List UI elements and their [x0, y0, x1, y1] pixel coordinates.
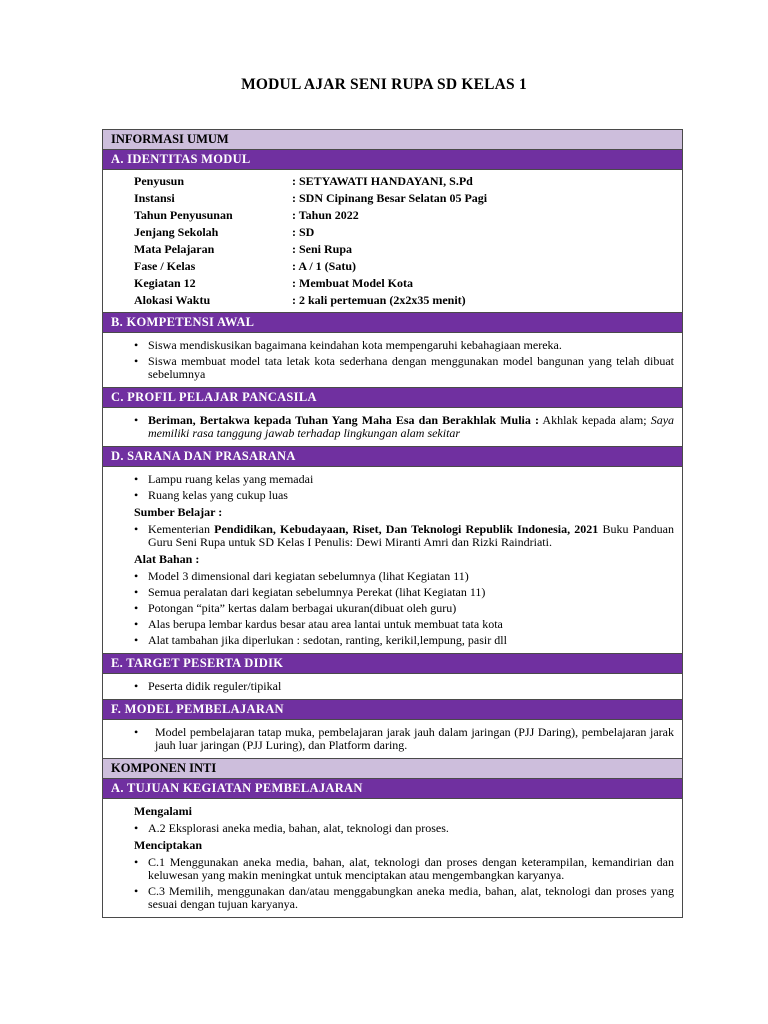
list-item: • A.2 Eksplorasi aneka media, bahan, alat, teknologi dan proses.	[103, 822, 682, 835]
section-informasi-umum: INFORMASI UMUM	[103, 130, 682, 150]
identitas-row	[134, 224, 682, 241]
list-item: • Ruang kelas yang cukup luas	[103, 489, 682, 502]
identitas-row	[134, 173, 682, 190]
list-item: • Alas berupa lembar kardus besar atau area lantai untuk membuat tata kota	[103, 618, 682, 631]
profil-list	[103, 414, 682, 440]
list-item: • Siswa membuat model tata letak kota sederhana dengan menggunakan model bangunan yang telah dibuat sebelumnya	[103, 355, 682, 381]
profil-bold-text: Beriman, Bertakwa kepada Tuhan Yang Maha Esa dan Berakhlak Mulia :	[148, 413, 539, 427]
section-komponen-inti: KOMPONEN INTI	[103, 759, 682, 779]
mengalami-list	[103, 822, 682, 835]
list-item: • Potongan “pita” kertas dalam berbagai ukuran(dibuat oleh guru)	[103, 602, 682, 615]
identitas-row	[134, 292, 682, 309]
section-target-header: E. TARGET PESERTA DIDIK	[103, 654, 682, 674]
model-body	[103, 720, 682, 759]
identitas-value: : 2 kali pertemuan (2x2x35 menit)	[292, 293, 466, 307]
kompetensi-list	[103, 339, 682, 381]
identitas-row	[134, 275, 682, 292]
identitas-value: : Seni Rupa	[292, 242, 353, 256]
alat-list	[103, 570, 682, 647]
section-kompetensi-header: B. KOMPETENSI AWAL	[103, 313, 682, 333]
profil-body	[103, 408, 682, 447]
identitas-key: Fase / Kelas	[134, 259, 196, 273]
section-tujuan-header: A. TUJUAN KEGIATAN PEMBELAJARAN	[103, 779, 682, 799]
target-body	[103, 674, 682, 700]
section-identitas-header: A. IDENTITAS MODUL	[103, 150, 682, 170]
list-item	[103, 523, 682, 549]
identitas-row	[134, 258, 682, 275]
identitas-row	[134, 207, 682, 224]
list-item: • C.1 Menggunakan aneka media, bahan, alat, teknologi dan proses dengan keterampilan, kemandirian dan keluwesan yang makin meningkat untuk menciptakan atau mengembangkan karyanya.	[103, 856, 682, 882]
list-item: • Model 3 dimensional dari kegiatan sebelumnya (lihat Kegiatan 11)	[103, 570, 682, 583]
identitas-key: Tahun Penyusunan	[134, 208, 233, 222]
identitas-key: Kegiatan 12	[134, 276, 196, 290]
menciptakan-list	[103, 856, 682, 911]
identitas-value: : SDN Cipinang Besar Selatan 05 Pagi	[292, 191, 488, 205]
identitas-row	[134, 190, 682, 207]
section-sarana-header: D. SARANA DAN PRASARANA	[103, 447, 682, 467]
sumber-belajar-label: Sumber Belajar :	[134, 505, 223, 519]
identitas-key: Penyusun	[134, 174, 185, 188]
list-item: • C.3 Memilih, menggunakan dan/atau menggabungkan aneka media, bahan, alat, teknologi dan proses yang sesuai dengan tujuan karyanya.	[103, 885, 682, 911]
identitas-value: : A / 1 (Satu)	[292, 259, 357, 273]
document-title: MODUL AJAR SENI RUPA SD KELAS 1	[241, 76, 527, 93]
list-item	[103, 414, 682, 440]
target-list	[103, 680, 682, 693]
sumber-pre: Kementerian	[148, 522, 215, 536]
kompetensi-body	[103, 333, 682, 388]
list-item: • Siswa mendiskusikan bagaimana keindahan kota mempengaruhi kebahagiaan mereka.	[103, 339, 682, 352]
identitas-value: : Membuat Model Kota	[292, 276, 413, 290]
list-item: • Semua peralatan dari kegiatan sebelumnya Perekat (lihat Kegiatan 11)	[103, 586, 682, 599]
identitas-key: Alokasi Waktu	[134, 293, 211, 307]
sarana-list	[103, 473, 682, 502]
identitas-key: Instansi	[134, 191, 175, 205]
identitas-key: Jenjang Sekolah	[134, 225, 219, 239]
profil-italic-text: Saya memiliki rasa tanggung jawab terhadap lingkungan alam sekitar	[148, 413, 675, 440]
alat-bahan-label: Alat Bahan :	[134, 552, 200, 566]
list-item: • Peserta didik reguler/tipikal	[103, 680, 682, 693]
module-table	[102, 129, 683, 918]
identitas-row	[134, 241, 682, 258]
profil-normal-text: Akhlak kepada alam;	[538, 413, 651, 427]
list-item: • Model pembelajaran tatap muka, pembelajaran jarak jauh dalam jaringan (PJJ Daring), pembelajaran jarak jauh luar jaringan (PJJ Luring), dan Platform daring.	[103, 726, 682, 752]
sumber-post: Buku Panduan Guru Seni Rupa untuk SD Kelas I Penulis: Dewi Miranti Amri dan Rizki Raindriati.	[148, 522, 674, 549]
section-profil-header: C. PROFIL PELAJAR PANCASILA	[103, 388, 682, 408]
tujuan-body	[103, 799, 682, 917]
model-list	[103, 726, 682, 752]
identitas-value: : Tahun 2022	[292, 208, 359, 222]
mengalami-label: Mengalami	[134, 804, 192, 818]
section-model-header: F. MODEL PEMBELAJARAN	[103, 700, 682, 720]
list-item: • Lampu ruang kelas yang memadai	[103, 473, 682, 486]
identitas-key: Mata Pelajaran	[134, 242, 215, 256]
sumber-bold: Pendidikan, Kebudayaan, Riset, Dan Teknologi Republik Indonesia, 2021	[214, 522, 599, 536]
sarana-body	[103, 467, 682, 654]
menciptakan-label: Menciptakan	[134, 838, 203, 852]
sumber-list	[103, 523, 682, 549]
identitas-value: : SD	[292, 225, 315, 239]
identitas-value: : SETYAWATI HANDAYANI, S.Pd	[292, 174, 473, 188]
list-item: • Alat tambahan jika diperlukan : sedotan, ranting, kerikil,lempung, pasir dll	[103, 634, 682, 647]
identitas-table	[103, 170, 682, 313]
